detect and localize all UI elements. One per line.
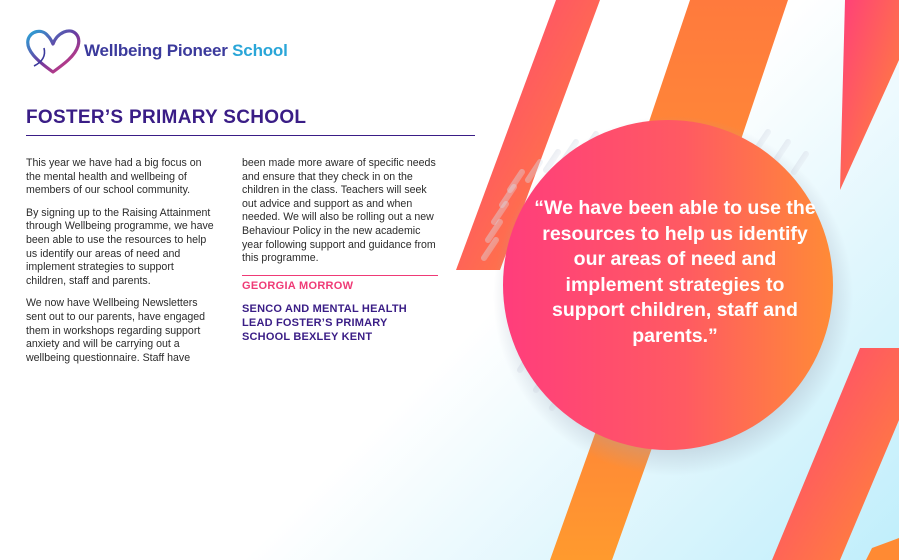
paragraph: been made more aware of specific needs and ensure that they check in on the children in the class. Teachers will seek out advice and support as and when needed. We will also be rolling out a new Behaviour Policy in the new academic year following support and guidance from this programme. [242,157,436,265]
author-divider [242,275,438,276]
paragraph: We now have Wellbeing Newsletters sent out to our parents, have engaged them in workshops regarding support anxiety and will be carrying out a wellbeing questionnaire. Staff have [26,297,206,364]
article-column-2 [242,157,438,353]
article-title: FOSTER’S PRIMARY SCHOOL [26,107,307,128]
logo-brand-accent: School [232,41,288,60]
stripe-orange-corner [866,538,899,560]
stripe-pink-right [840,0,899,190]
author-name: GEORGIA MORROW [242,279,354,292]
title-divider [26,135,475,136]
paragraph: By signing up to the Raising Attainment through Wellbeing programme, we have been able to use the resources to help us identify our areas of need and implement strategies to support children, staff and parents. [26,206,214,287]
heart-icon [24,26,82,76]
author-role: SENCO AND MENTAL HEALTH LEAD FOSTER’S PRIMARY SCHOOL BEXLEY KENT [242,303,407,344]
pull-quote: “We have been able to use the resources to help us identify our areas of need and implement strategies to support children, staff and parents.” [534,197,816,347]
logo-text [84,41,288,61]
article-column-1 [26,157,214,374]
paragraph: This year we have had a big focus on the mental health and wellbeing of members of our school community. [26,157,202,197]
logo-brand: Wellbeing Pioneer [84,41,233,60]
logo [24,26,288,76]
